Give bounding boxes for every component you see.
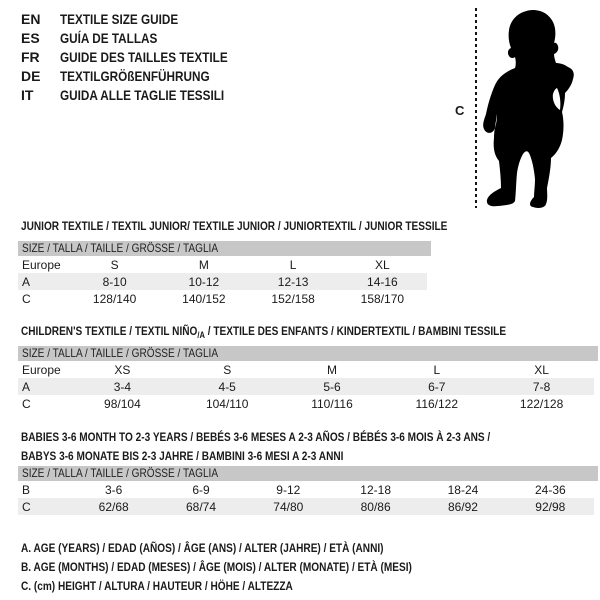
table-cell: S bbox=[110, 257, 119, 272]
table-row bbox=[18, 290, 427, 307]
language-code: ES bbox=[21, 29, 40, 46]
language-row-es bbox=[21, 28, 260, 47]
table-cell: 152/158 bbox=[271, 291, 315, 306]
size-header-bar bbox=[18, 346, 598, 361]
table-cell: 14-16 bbox=[367, 274, 398, 289]
height-measure-label: C bbox=[455, 103, 465, 118]
table-cell: 12-18 bbox=[360, 482, 391, 497]
table-cell: 92/98 bbox=[535, 499, 566, 514]
table-cell: 6-7 bbox=[428, 379, 446, 394]
table-cell: 24-36 bbox=[534, 482, 566, 497]
size-header-label: SIZE / TALLA / TAILLE / GRÖSSE / TAGLIA bbox=[22, 466, 219, 480]
table-cell: 122/128 bbox=[519, 396, 564, 411]
title-text: / TEXTILE DES ENFANTS / KINDERTEXTIL / BAMBINI TESSILE bbox=[204, 324, 507, 338]
row-label: B bbox=[22, 482, 31, 497]
table-cell: 18-24 bbox=[447, 482, 479, 497]
toddler-silhouette bbox=[480, 3, 595, 213]
table-cell: 4-5 bbox=[218, 379, 236, 394]
table-cell: 12-13 bbox=[277, 274, 309, 289]
table-cell: XL bbox=[375, 257, 390, 272]
table-cell: 8-10 bbox=[102, 274, 127, 289]
table-cell: XS bbox=[114, 362, 131, 377]
language-label: TEXTILGRÖßENFÜHRUNG bbox=[60, 67, 210, 84]
language-label: GUIDE DES TAILLES TEXTILE bbox=[60, 48, 228, 65]
row-label: Europe bbox=[22, 257, 61, 272]
table-cell: 7-8 bbox=[532, 379, 551, 394]
table-cell: M bbox=[198, 257, 209, 272]
language-row-en bbox=[21, 9, 260, 28]
table-row bbox=[18, 498, 594, 515]
language-code: EN bbox=[21, 10, 41, 27]
title-line-1: BABIES 3-6 MONTH TO 2-3 YEARS / BEBÉS 3-6 MESES A 2-3 AÑOS / BÉBÉS 3-6 MOIS À 2-3 ANS / bbox=[21, 430, 491, 444]
language-label: GUÍA DE TALLAS bbox=[60, 29, 158, 46]
table-cell: 116/122 bbox=[415, 396, 459, 411]
table-cell: 86/92 bbox=[447, 499, 478, 514]
babies-table-title bbox=[21, 428, 490, 466]
size-header-bar bbox=[18, 466, 598, 481]
table-row bbox=[18, 481, 594, 498]
footnote-a: A. AGE (YEARS) / EDAD (AÑOS) / ÂGE (ANS) / ALTER (JAHRE) / ETÀ (ANNI) bbox=[21, 541, 384, 555]
table-cell: 140/152 bbox=[182, 291, 226, 306]
row-label: C bbox=[22, 291, 31, 306]
language-row-de bbox=[21, 66, 260, 85]
table-cell: L bbox=[289, 257, 297, 272]
table-cell: 128/140 bbox=[92, 291, 137, 306]
language-label: TEXTILE SIZE GUIDE bbox=[60, 10, 179, 27]
junior-table bbox=[18, 241, 431, 307]
table-cell: 3-6 bbox=[104, 482, 123, 497]
table-cell: 74/80 bbox=[273, 499, 304, 514]
table-cell: XL bbox=[534, 362, 549, 377]
row-label: A bbox=[22, 274, 31, 289]
footnote-c: C. (cm) HEIGHT / ALTURA / HAUTEUR / HÖHE / ALTEZZA bbox=[21, 579, 293, 593]
language-code: FR bbox=[21, 48, 40, 65]
table-cell: 10-12 bbox=[188, 274, 220, 289]
table-row bbox=[18, 361, 594, 378]
table-cell: 158/170 bbox=[360, 291, 405, 306]
language-row-it bbox=[21, 85, 260, 104]
size-header-label: SIZE / TALLA / TAILLE / GRÖSSE / TAGLIA bbox=[22, 346, 219, 360]
footnote-b: B. AGE (MONTHS) / EDAD (MESES) / ÂGE (MOIS) / ALTER (MONATE) / ETÀ (MESI) bbox=[21, 560, 412, 574]
table-cell: 3-4 bbox=[113, 379, 132, 394]
row-label: A bbox=[22, 379, 31, 394]
table-cell: 110/116 bbox=[311, 396, 353, 411]
title-text: CHILDREN'S TEXTILE / TEXTIL NIÑO bbox=[21, 324, 198, 338]
size-header-bar bbox=[18, 241, 431, 256]
children-table bbox=[18, 346, 598, 412]
language-list bbox=[21, 9, 260, 104]
babies-table bbox=[18, 466, 598, 515]
table-cell: 62/68 bbox=[98, 499, 129, 514]
table-row bbox=[18, 378, 594, 395]
table-row bbox=[18, 273, 427, 290]
footnotes bbox=[21, 539, 486, 596]
table-row bbox=[18, 256, 427, 273]
table-cell: 6-9 bbox=[192, 482, 210, 497]
table-cell: 104/110 bbox=[205, 396, 249, 411]
language-row-fr bbox=[21, 47, 260, 66]
dashed-height-line bbox=[475, 8, 477, 208]
junior-table-title: JUNIOR TEXTILE / TEXTIL JUNIOR/ TEXTILE JUNIOR / JUNIORTEXTIL / JUNIOR TESSILE bbox=[21, 219, 448, 233]
children-table-title bbox=[21, 322, 506, 345]
table-cell: L bbox=[433, 362, 441, 377]
table-row bbox=[18, 395, 594, 412]
table-cell: 9-12 bbox=[276, 482, 301, 497]
table-cell: 80/86 bbox=[360, 499, 391, 514]
table-cell: 5-6 bbox=[323, 379, 341, 394]
row-label: C bbox=[22, 499, 31, 514]
table-cell: M bbox=[326, 362, 337, 377]
size-header-label: SIZE / TALLA / TAILLE / GRÖSSE / TAGLIA bbox=[22, 241, 219, 255]
language-code: IT bbox=[21, 86, 34, 103]
language-code: DE bbox=[21, 67, 41, 84]
row-label: Europe bbox=[22, 362, 61, 377]
title-subscript: /A bbox=[197, 330, 205, 340]
row-label: C bbox=[22, 396, 31, 411]
table-cell: S bbox=[223, 362, 232, 377]
title-line-2: BABYS 3-6 MONATE BIS 2-3 JAHRE / BAMBINI 3-6 MESI A 2-3 ANNI bbox=[21, 449, 344, 463]
language-label: GUIDA ALLE TAGLIE TESSILI bbox=[60, 86, 225, 103]
table-cell: 68/74 bbox=[185, 499, 216, 514]
table-cell: 98/104 bbox=[104, 396, 141, 411]
